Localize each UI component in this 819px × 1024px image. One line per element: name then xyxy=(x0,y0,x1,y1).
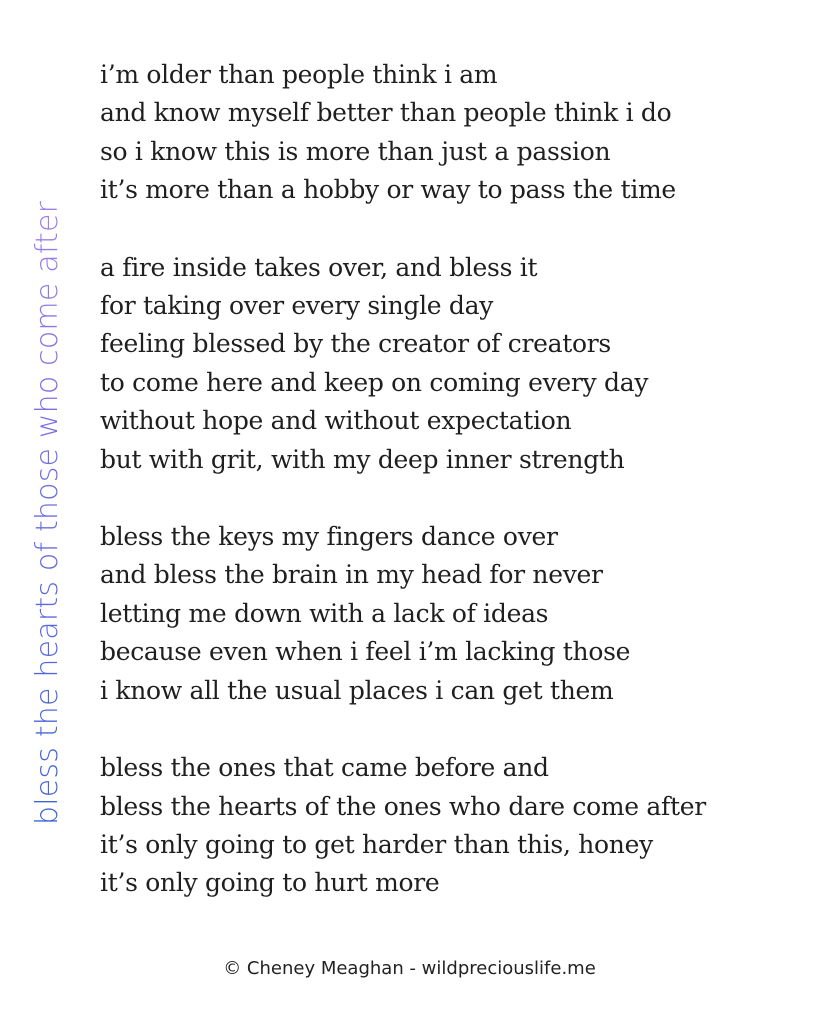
poem-line: it’s only going to hurt more xyxy=(100,868,440,898)
poem-line: because even when i feel i’m lacking those xyxy=(100,637,631,667)
side-title: bless the hearts of those who come after xyxy=(26,60,70,825)
poem-line: bless the keys my fingers dance over xyxy=(100,522,558,552)
poem-line: to come here and keep on coming every day xyxy=(100,367,649,397)
stanza-4 xyxy=(100,749,800,903)
side-title-container xyxy=(26,60,70,825)
poem-body xyxy=(100,56,800,942)
poem-line: so i know this is more than just a passion xyxy=(100,136,611,166)
stanza-2 xyxy=(100,249,800,479)
copyright-footer: © Cheney Meaghan - wildpreciouslife.me xyxy=(223,958,596,979)
poem-line: i know all the usual places i can get them xyxy=(100,675,614,705)
poem-line: feeling blessed by the creator of creators xyxy=(100,329,611,359)
poem-line: bless the ones that came before and xyxy=(100,753,549,783)
stanza-3 xyxy=(100,518,800,710)
poem-line: without hope and without expectation xyxy=(100,406,572,436)
poem-line: and know myself better than people think i do xyxy=(100,98,672,128)
poem-line: a fire inside takes over, and bless it xyxy=(100,252,538,282)
poem-line: and bless the brain in my head for never xyxy=(100,560,603,590)
stanza-1 xyxy=(100,56,800,210)
poem-line: bless the hearts of the ones who dare come after xyxy=(100,791,706,821)
poem-line: for taking over every single day xyxy=(100,291,494,321)
poem-line: letting me down with a lack of ideas xyxy=(100,598,549,628)
poem-line: it’s more than a hobby or way to pass the time xyxy=(100,175,676,205)
poem-line: but with grit, with my deep inner strength xyxy=(100,444,625,474)
poem-line: i’m older than people think i am xyxy=(100,60,498,89)
poem-line: it’s only going to get harder than this, honey xyxy=(100,829,653,859)
